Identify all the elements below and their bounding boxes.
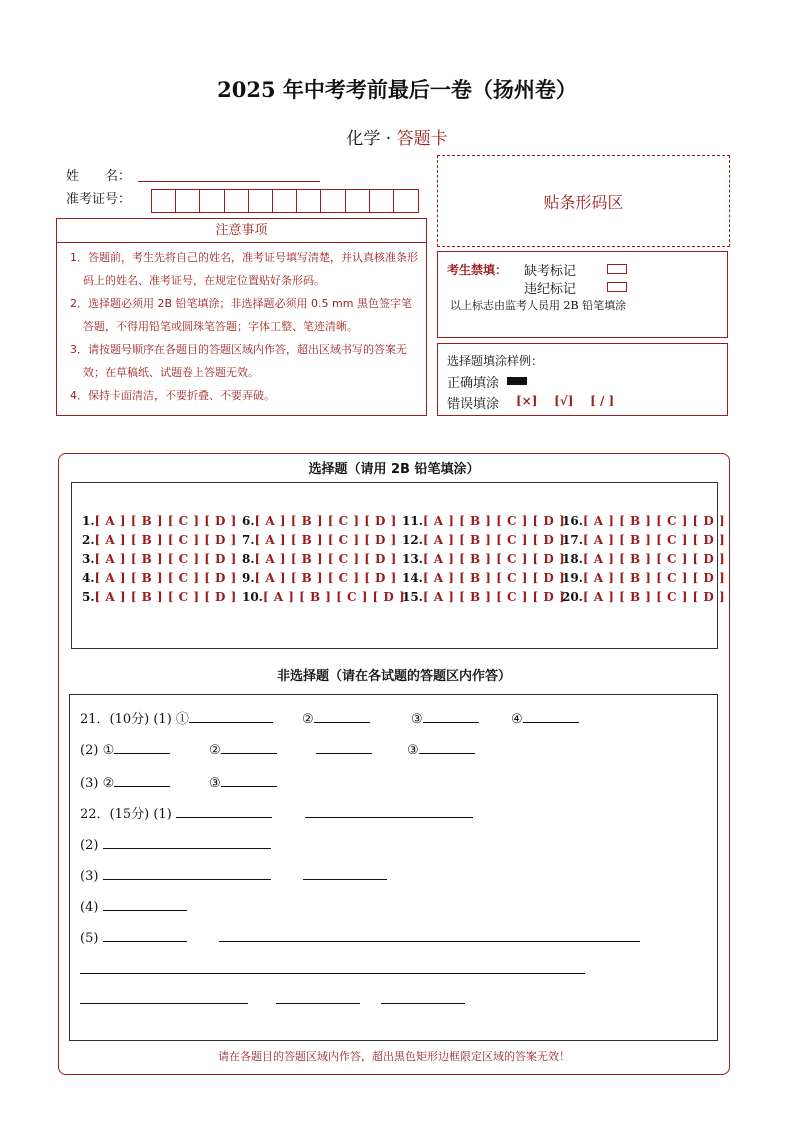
wrong-fill-samples — [516, 394, 614, 408]
wrong-sample-cross: [×] — [516, 394, 538, 408]
mc-question[interactable] — [242, 571, 402, 585]
q21-2-x — [316, 739, 372, 758]
notice-box — [56, 242, 427, 416]
mc-question-number: 13. — [402, 552, 423, 566]
absent-label: 缺考标记 — [524, 264, 577, 279]
answer-blank[interactable] — [523, 708, 579, 723]
name-field[interactable] — [138, 181, 320, 182]
answer-blank[interactable] — [103, 927, 187, 942]
prohibited-box — [437, 251, 728, 338]
exam-id-digit-box[interactable] — [249, 190, 273, 212]
q22-5-c — [80, 959, 585, 978]
fill-example-title: 选择题填涂样例： — [447, 354, 544, 368]
part-label: (3) — [80, 869, 99, 884]
answer-blank[interactable] — [80, 989, 248, 1004]
mc-section-title: 选择题（请用 2B 铅笔填涂） — [308, 462, 480, 477]
mc-options[interactable]: [ A ] [ B ] [ C ] [ D ] — [422, 552, 566, 566]
answer-blank[interactable] — [305, 803, 473, 818]
wrong-fill-label: 错误填涂 — [447, 397, 500, 412]
mc-options[interactable]: [ A ] [ B ] [ C ] [ D ] — [582, 533, 726, 547]
fill-example-box — [437, 343, 728, 416]
q22-3-b — [303, 865, 387, 884]
answer-blank[interactable] — [276, 989, 360, 1004]
mc-question-number: 7. — [242, 533, 255, 547]
mc-question[interactable] — [562, 571, 726, 585]
mc-options[interactable]: [ A ] [ B ] [ C ] [ D ] — [254, 571, 397, 585]
mc-question-number: 12. — [402, 533, 423, 547]
mc-question-number: 10. — [242, 590, 263, 604]
mc-options[interactable]: [ A ] [ B ] [ C ] [ D ] — [254, 533, 397, 547]
part-label: (2) — [80, 743, 99, 758]
answer-blank[interactable] — [80, 959, 585, 974]
exam-id-label: 准考证号： — [66, 192, 132, 207]
mc-question-number: 6. — [242, 514, 255, 528]
mc-question[interactable] — [82, 533, 242, 547]
answer-blank[interactable] — [221, 739, 277, 754]
exam-id-digit-box[interactable] — [273, 190, 297, 212]
exam-id-digit-box[interactable] — [346, 190, 370, 212]
answer-blank[interactable] — [114, 772, 170, 787]
q22-row-1 — [80, 803, 272, 822]
mc-options[interactable]: [ A ] [ B ] [ C ] [ D ] — [422, 533, 566, 547]
mc-question-number: 11. — [402, 514, 423, 528]
q21-label: 21．(10分) (1) ① — [80, 712, 189, 727]
answer-blank[interactable] — [189, 708, 273, 723]
mc-question[interactable] — [402, 590, 566, 604]
answer-blank[interactable] — [219, 927, 640, 942]
barcode-label: 贴条形码区 — [543, 192, 624, 212]
violation-mark-box[interactable] — [607, 282, 627, 292]
answer-blank[interactable] — [103, 865, 271, 880]
answer-blank[interactable] — [423, 708, 479, 723]
q21-1-4 — [511, 708, 579, 727]
exam-id-digit-box[interactable] — [321, 190, 345, 212]
exam-id-digit-box[interactable] — [297, 190, 321, 212]
notice-list — [57, 243, 426, 407]
answer-blank[interactable] — [419, 739, 475, 754]
q21-3-2 — [80, 772, 170, 791]
mc-options[interactable]: [ A ] [ B ] [ C ] [ D ] — [254, 552, 397, 566]
notice-heading: 注意事项 — [215, 223, 268, 238]
q21-row-1 — [80, 708, 273, 727]
mc-options[interactable]: [ A ] [ B ] [ C ] [ D ] — [582, 590, 726, 604]
notice-item: 4．保持卡面清洁，不要折叠、不要弄破。 — [70, 389, 275, 402]
mc-grid — [82, 514, 726, 604]
mc-question-number: 14. — [402, 571, 423, 585]
mc-question[interactable] — [402, 533, 566, 547]
mc-question-number: 8. — [242, 552, 255, 566]
notice-item: 1．答题前，考生先将自己的姓名，准考证号填写清楚，并认真核准条形码上的姓名、准考证号，在规定位置贴好条形码。 — [70, 251, 418, 287]
answer-blank[interactable] — [303, 865, 387, 880]
answer-blank[interactable] — [221, 772, 277, 787]
q22-label: 22．(15分) (1) — [80, 807, 172, 822]
wrong-sample-check: [√] — [554, 394, 574, 408]
mc-question[interactable] — [242, 514, 402, 528]
free-answer-area — [69, 694, 718, 1041]
circle-one: ① — [102, 743, 115, 758]
q21-3-3 — [209, 772, 277, 791]
mc-question-number: 20. — [562, 590, 583, 604]
answer-blank[interactable] — [176, 803, 272, 818]
mc-options[interactable]: [ A ] [ B ] [ C ] [ D ] — [422, 571, 566, 585]
mc-options[interactable]: [ A ] [ B ] [ C ] [ D ] — [582, 514, 726, 528]
circle-two: ② — [302, 712, 314, 727]
wrong-sample-slash: [ / ] — [590, 394, 615, 408]
mc-question[interactable] — [82, 514, 242, 528]
mc-question-number: 3. — [82, 552, 95, 566]
name-label: 姓 名： — [66, 169, 132, 184]
q21-1-2 — [302, 708, 370, 727]
mc-answer-area — [71, 482, 726, 649]
q22-5-f — [381, 989, 465, 1008]
mc-options[interactable]: [ A ] [ B ] [ C ] [ D ] — [262, 590, 406, 604]
footer-warning: 请在各题目的答题区域内作答，超出黑色矩形边框限定区域的答案无效！ — [218, 1050, 570, 1063]
mc-question-number: 1. — [82, 514, 95, 528]
mc-question-number: 17. — [562, 533, 583, 547]
mc-question-number: 2. — [82, 533, 95, 547]
notice-header — [56, 218, 427, 243]
circle-two: ② — [209, 743, 221, 758]
answer-blank[interactable] — [316, 739, 372, 754]
correct-fill-label: 正确填涂 — [447, 376, 500, 391]
circle-four: ④ — [511, 712, 523, 727]
prohibited-note: 以上标志由监考人员用 2B 铅笔填涂 — [450, 299, 627, 312]
part-label: (4) — [80, 900, 99, 915]
q21-2-2 — [209, 739, 277, 758]
subject-label: 化学 · — [346, 129, 397, 149]
q21-2-1 — [80, 739, 170, 758]
mc-options[interactable]: [ A ] [ B ] [ C ] [ D ] — [94, 533, 237, 547]
exam-id-digit-box[interactable] — [200, 190, 224, 212]
answer-blank[interactable] — [381, 989, 465, 1004]
mc-question[interactable] — [82, 590, 242, 604]
q22-4 — [80, 896, 187, 915]
mc-options[interactable]: [ A ] [ B ] [ C ] [ D ] — [94, 514, 237, 528]
q22-1-b — [305, 803, 473, 822]
mc-question[interactable] — [402, 571, 566, 585]
violation-label: 违纪标记 — [524, 282, 577, 297]
mc-options[interactable]: [ A ] [ B ] [ C ] [ D ] — [582, 552, 726, 566]
mc-options[interactable]: [ A ] [ B ] [ C ] [ D ] — [94, 552, 237, 566]
mc-options[interactable]: [ A ] [ B ] [ C ] [ D ] — [94, 590, 237, 604]
q22-5-d — [80, 989, 248, 1008]
mc-question-number: 19. — [562, 571, 583, 585]
answer-card-label: 答题卡 — [396, 129, 448, 149]
q21-2-3 — [407, 739, 475, 758]
exam-id-digit-box[interactable] — [176, 190, 200, 212]
mc-question[interactable] — [562, 514, 726, 528]
mc-question-number: 18. — [562, 552, 583, 566]
answer-blank[interactable] — [103, 834, 271, 849]
mc-question[interactable] — [562, 590, 726, 604]
mc-question[interactable] — [242, 590, 406, 604]
q22-5 — [80, 927, 187, 946]
mc-options[interactable]: [ A ] [ B ] [ C ] [ D ] — [422, 514, 566, 528]
exam-id-boxes[interactable] — [151, 189, 419, 213]
mc-question[interactable] — [402, 514, 566, 528]
part-label: (3) — [80, 776, 99, 791]
mc-question[interactable] — [82, 552, 242, 566]
exam-id-digit-box[interactable] — [225, 190, 249, 212]
prohibited-label: 考生禁填： — [447, 263, 508, 277]
mc-question[interactable] — [562, 533, 726, 547]
page-subtitle — [0, 124, 794, 149]
barcode-area — [437, 155, 730, 247]
part-label: (2) — [80, 838, 99, 853]
mc-options[interactable]: [ A ] [ B ] [ C ] [ D ] — [422, 590, 566, 604]
notice-item: 2．选择题必须用 2B 铅笔填涂；非选择题必须用 0.5 mm 黑色签字笔答题，不得用铅笔或圆珠笔答题；字体工整、笔迹清晰。 — [70, 297, 412, 333]
circle-two: ② — [102, 776, 115, 791]
notice-item: 3．请按题号顺序在各题目的答题区域内作答，超出区域书写的答案无效；在草稿纸、试题卷上答题无效。 — [70, 343, 407, 379]
exam-id-digit-box[interactable] — [370, 190, 394, 212]
q21-1-3 — [411, 708, 479, 727]
mc-question[interactable] — [402, 552, 566, 566]
mc-question-number: 5. — [82, 590, 95, 604]
free-section-title: 非选择题（请在各试题的答题区内作答） — [276, 669, 511, 684]
q22-3 — [80, 865, 271, 884]
correct-fill-sample — [507, 377, 527, 385]
mc-question[interactable] — [562, 552, 726, 566]
mc-question-number: 15. — [402, 590, 423, 604]
mc-question-number: 9. — [242, 571, 255, 585]
mc-question-number: 4. — [82, 571, 95, 585]
circle-three: ③ — [411, 712, 423, 727]
q22-2 — [80, 834, 271, 853]
mc-options[interactable]: [ A ] [ B ] [ C ] [ D ] — [254, 514, 397, 528]
mc-question[interactable] — [242, 552, 402, 566]
mc-question[interactable] — [242, 533, 402, 547]
absent-mark-box[interactable] — [607, 264, 627, 274]
q22-5-b — [219, 927, 640, 946]
circle-three: ③ — [209, 776, 221, 791]
mc-options[interactable]: [ A ] [ B ] [ C ] [ D ] — [582, 571, 726, 585]
answer-blank[interactable] — [103, 896, 187, 911]
q22-5-e — [276, 989, 360, 1008]
exam-id-digit-box[interactable] — [152, 190, 176, 212]
circle-three: ③ — [407, 743, 419, 758]
answer-blank[interactable] — [114, 739, 170, 754]
answer-blank[interactable] — [314, 708, 370, 723]
mc-question-number: 16. — [562, 514, 583, 528]
mc-question[interactable] — [82, 571, 242, 585]
part-label: (5) — [80, 931, 99, 946]
page-title: 2025 年中考考前最后一卷（扬州卷） — [217, 77, 577, 102]
exam-id-digit-box[interactable] — [394, 190, 418, 212]
mc-options[interactable]: [ A ] [ B ] [ C ] [ D ] — [94, 571, 237, 585]
